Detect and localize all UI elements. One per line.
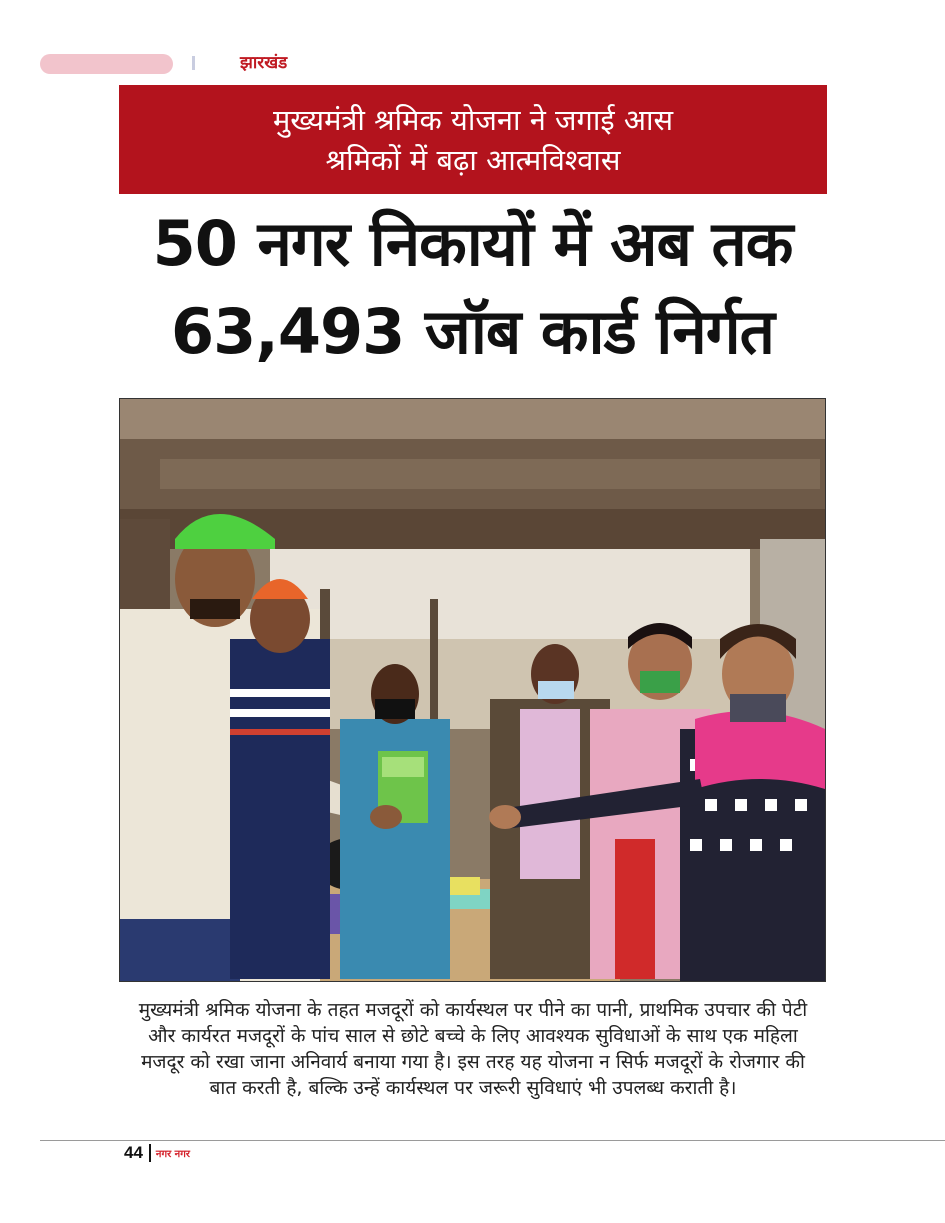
header-pill-decoration bbox=[40, 54, 173, 74]
main-headline bbox=[60, 200, 885, 376]
header-divider bbox=[192, 56, 195, 70]
page-number: 44 bbox=[124, 1143, 143, 1162]
page-footer bbox=[124, 1142, 190, 1164]
magazine-name: नगर नगर bbox=[155, 1149, 190, 1160]
subheadline-banner bbox=[119, 85, 827, 194]
article-photo bbox=[119, 398, 826, 982]
photo-illustration bbox=[120, 399, 826, 982]
section-label: झारखंड bbox=[240, 53, 288, 73]
headline-line-1: 50 नगर निकायों में अब तक bbox=[152, 207, 793, 280]
footer-divider bbox=[149, 1144, 151, 1162]
banner-line-1: मुख्यमंत्री श्रमिक योजना ने जगाई आस bbox=[272, 102, 674, 137]
headline-line-2: 63,493 जॉब कार्ड निर्गत bbox=[170, 295, 775, 368]
banner-line-2: श्रमिकों में बढ़ा आत्मविश्वास bbox=[325, 142, 621, 177]
photo-caption: मुख्यमंत्री श्रमिक योजना के तहत मजदूरों को कार्यस्थल पर पीने का पानी, प्राथमिक उपचार की पेटी और कार्यरत मजदूरों के पांच साल से छोटे बच्चे के लिए आवश्यक सुविधाओं के साथ एक महिला मजदूर को रखा जाना अनिवार्य बनाया गया है। इस तरह यह योजना न सिर्फ मजदूरों के रोजगार की बात करती है, बल्कि उन्हें कार्यस्थल पर जरूरी सुविधाएं भी उपलब्ध कराती है। bbox=[138, 999, 808, 1099]
footer-rule bbox=[40, 1140, 945, 1141]
